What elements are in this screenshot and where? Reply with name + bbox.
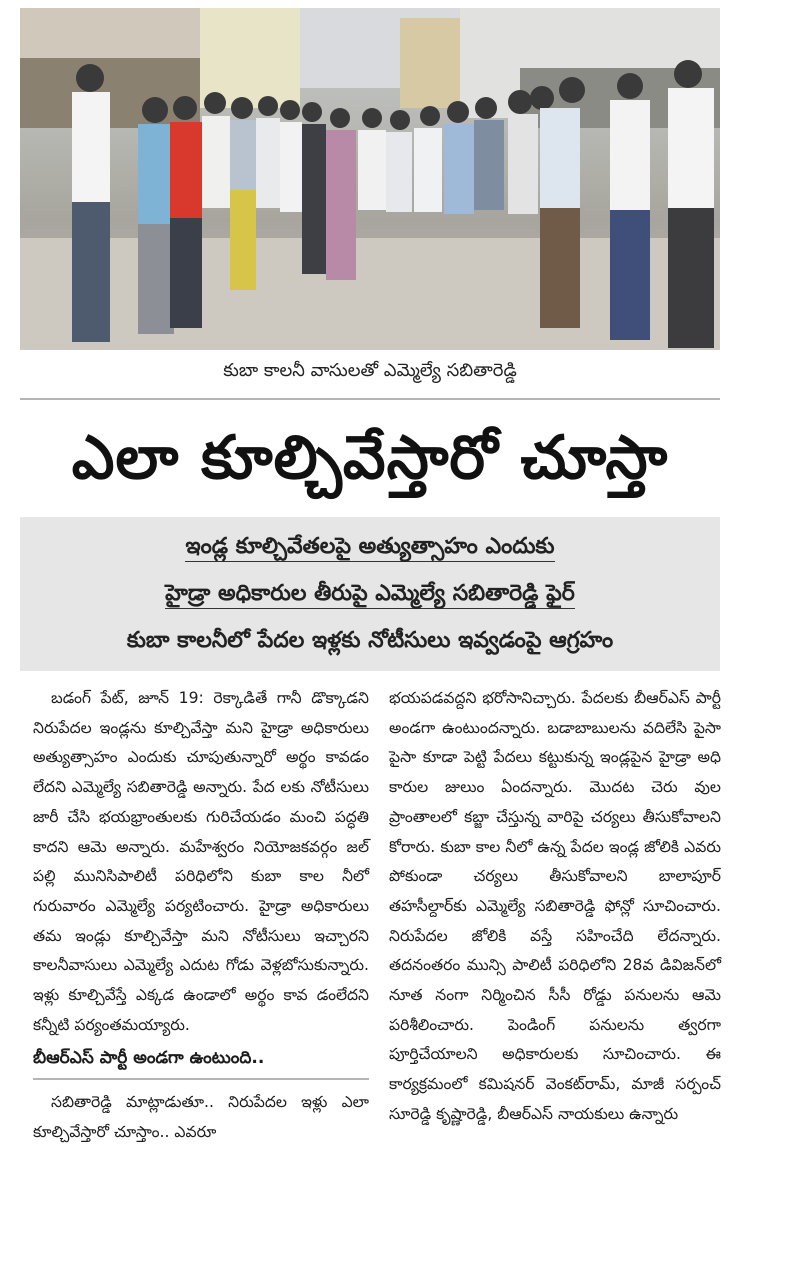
photo-caption: కుబా కాలనీ వాసులతో ఎమ్మెల్యే సబితారెడ్డి	[223, 360, 517, 381]
deck-line-3: కుబా కాలనీలో పేదల ఇళ్లకు నోటీసులు ఇవ్వడంపై ఆగ్రహం	[126, 628, 614, 653]
body-paragraph-1: బడంగ్ పేట్, జూన్ 19: రెక్కాడితే గానీ డొక్కాడని నిరుపేదల ఇండ్లను కూల్చివేస్తా మని హైడ్రా అధికారులు అత్యుత్సాహం ఎందుకు చూపుతున్నారో అర్థం కావడం లేదని ఎమ్మెల్యే సబితారెడ్డి అన్నారు. పేద లకు నోటీసులు జారీ చేసి భయభ్రాంతులకు గురిచేయడం మంచి పద్ధతి కాదని ఆమె అన్నారు. మహేశ్వరం నియోజకవర్గం జల్ పల్లి మునిసిపాలిటీ పరిధిలోని కుబా కాల నీలో గురువారం ఎమ్మెల్యే పర్యటించారు. హైడ్రా అధికారులు తమ ఇండ్లు కూల్చివేస్తా మని నోటీసులు ఇచ్చారని కాలనీవాసులు ఎమ్మెల్యే ఎదుట గోడు వెళ్లబోసుకున్నారు. ఇళ్లు కూల్చివేస్తే ఎక్కడ ఉండాలో అర్థం కావ డంలేదని కన్నీటి పర్యంతమయ్యారు.	[33, 689, 369, 1034]
deck-line-1: ఇండ్ల కూల్చివేతలపై అత్యుత్సాహం ఎందుకు	[20, 525, 720, 569]
deck-line-2: హైడ్రా అధికారుల తీరుపై ఎమ్మెల్యే సబితారెడ్డి ఫైర్	[20, 572, 720, 616]
headline: ఎలా కూల్చివేస్తారో చూస్తా	[71, 423, 669, 493]
group-photo-illustration	[20, 8, 720, 350]
article-column-right	[389, 684, 721, 1130]
body-paragraph-3: భయపడవద్దని భరోసానిచ్చారు. పేదలకు బీఆర్ఎస్ పార్టీ అండగా ఉంటుందన్నారు. బడాబాబులను వదిలేసి పైసా పైసా కూడా పెట్టి పేదలు కట్టుకున్న ఇండ్లపైన హైడ్రా అధి కారుల జులుం ఏందన్నారు. మొదట చెరు వుల ప్రాంతాలలో కబ్జా చేస్తున్న వారిపై చర్యలు తీసుకోవాలని కోరారు. కుబా కాల నీలో ఉన్న పేదల ఇండ్ల జోలికి ఎవరు పోకుండా చర్యలు తీసుకోవాలని బాలాపూర్ తహసీల్దార్‌కు ఎమ్మెల్యే సబితారెడ్డి ఫోన్లో సూచించారు. నిరుపేదల జోలికి వస్తే సహించేది లేదన్నారు. తదనంతరం మున్సి పాలిటీ పరిధిలోని 28వ డివిజన్‌లో నూత నంగా నిర్మించిన సీసీ రోడ్డు పనులను ఆమె పరిశీలించారు. పెండింగ్ పనులను త్వరగా పూర్తిచేయాలని అధికారులకు సూచించారు. ఈ కార్యక్రమంలో కమిషనర్ వెంకట్‌రామ్, మాజీ సర్పంచ్ సూరెడ్డి కృష్ణారెడ్డి, బీఆర్ఎస్ నాయకులు ఉన్నారు	[389, 689, 721, 1123]
building-center	[400, 18, 460, 108]
divider-rule	[20, 398, 720, 400]
article-column-left	[33, 684, 369, 1148]
body-paragraph-2: సబితారెడ్డి మాట్లాడుతూ.. నిరుపేదల ఇళ్లు ఎలా కూల్చివేస్తారో చూస్తాం.. ఎవరూ	[33, 1093, 369, 1141]
deck-box	[20, 517, 720, 671]
subheading: బీఆర్ఎస్ పార్టీ అండగా ఉంటుంది..	[33, 1044, 369, 1080]
news-photo	[20, 8, 720, 350]
